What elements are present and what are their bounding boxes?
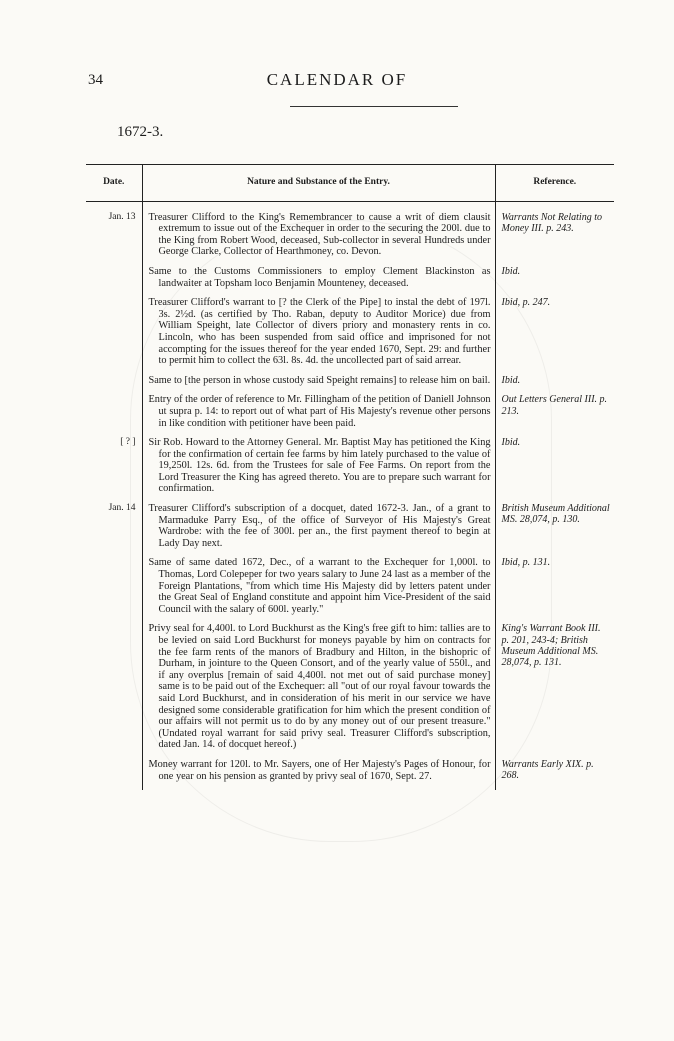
year-heading: 1672-3. [117,124,164,140]
title-rule [290,106,458,107]
row-date [86,623,142,759]
row-entry-text: Money warrant for 120l. to Mr. Sayers, one of Her Majesty's Pages of Honour, for one year on his pension as granted by privy seal of 1670, Sept. 27. [148,758,491,782]
row-date: [ ? ] [120,437,136,448]
row-date [86,557,142,623]
table-row [86,437,614,503]
row-date [86,759,142,790]
row-reference: Warrants Not Relating to Money III. p. 243. [495,201,614,266]
table-row [86,503,614,557]
row-entry-text: Treasurer Clifford's subscription of a docquet, dated 1672-3. Jan., of a grant to Marmaduke Parry Esq., of the office of Surveyor of His Majesty's Great Wardrobe: with the fee of 300l. per an., the first payment thereof to begin at Lady Day next. [148,503,491,549]
row-reference: Out Letters General III. p. 213. [495,394,614,437]
row-entry [142,623,495,759]
table-header-row [86,165,614,202]
column-header-date: Date. [86,165,142,202]
row-reference: Ibid. [495,266,614,297]
row-date: Jan. 14 [108,503,136,514]
row-reference: Ibid. [495,375,614,395]
row-entry-text: Treasurer Clifford to the King's Remembrancer to cause a writ of diem clausit extremum to issue out of the Exchequer in order to the securing the 200l. due to the King from Robert Wood, deceased, Sub-collector in several Hundreds under George Clarke, Collector of Hearthmoney, co. Devon. [148,211,491,258]
row-entry-text: Same of same dated 1672, Dec., of a warrant to the Exchequer for 1,000l. to Thomas, Lord Colepeper for two years salary to June 24 last as a member of the Foreign Plantations, "from which time His Majesty did by letters patent under the Great Seal of England constitute and appoint him Vice-President of the said Council with the salary of 600l. yearly." [148,557,491,615]
row-date [86,394,142,437]
page-number: 34 [88,72,103,88]
row-entry-text: Treasurer Clifford's warrant to [? the Clerk of the Pipe] to instal the debt of 197l. 3s. 2½d. (as certified by Tho. Raban, deputy to Auditor Morice) due from William Speight, late Collector of divers priory and monastery rents in co. Lincoln, who has been suspended from said office and imprisoned for not accompting for the issues thereof for the year ended 1670, Sept. 29: and further to permit him to collect the 63l. 8s. 4d. the uncollected part of said arrear. [148,297,491,367]
table-row [86,266,614,297]
row-reference: British Museum Additional MS. 28,074, p. 130. [495,503,614,557]
row-entry [142,297,495,375]
row-entry-text: Same to [the person in whose custody said Speight remains] to release him on bail. [148,374,491,386]
row-date [86,375,142,395]
table-row [86,201,614,266]
row-reference: Ibid. [495,437,614,503]
row-entry-text: Privy seal for 4,400l. to Lord Buckhurst as the King's free gift to him: tallies are to be levied on said Lord Buckhurst for moneys payable by him on contracts for the fee farm rents of the manors of Bradbury and Hilton, in the bishopric of Durham, in jointure to the Queen Consort, and of the yearly value of 550l., and if any overplus [remain of said 4,400l. not met out of said purchase money] same is to be paid out of the Exchequer: all "out of our royal favour towards the said Lord Buckhurst, and in consideration of his merit in our service we have designed some considerable gratification for him which the present condition of our affairs will not permit us to do by any money out of our present treasure." (Undated royal warrant for said privy seal. Treasurer Clifford's subscription, dated Jan. 14. of docquet hereof.) [148,623,491,751]
running-title: CALENDAR OF [266,70,408,89]
column-header-reference: Reference. [495,165,614,202]
row-entry-text: Sir Rob. Howard to the Attorney General. Mr. Baptist May has petitioned the King for the confirmation of certain fee farms by him lately purchased to the value of 19,250l. 12s. 6d. from the Trustees for sale of Fee Farms. On report from the Lord Treasurer the King has agreed thereto. You are to prepare such warrant for confirmation. [148,437,491,495]
row-entry [142,503,495,557]
calendar-table [86,164,614,790]
row-reference: Ibid, p. 247. [495,297,614,375]
row-entry-text: Entry of the order of reference to Mr. Fillingham of the petition of Daniell Johnson ut supra p. 14: to report out of what part of His Majesty's revenue other persons in like condition with petitioner have been paid. [148,394,491,429]
row-entry [142,201,495,266]
table-row [86,394,614,437]
row-entry [142,394,495,437]
row-date [86,297,142,375]
table-row [86,375,614,395]
row-entry [142,437,495,503]
table-row [86,759,614,790]
row-entry [142,375,495,395]
table-row [86,623,614,759]
table-row [86,297,614,375]
row-date: Jan. 13 [108,211,136,222]
column-header-entry: Nature and Substance of the Entry. [142,165,495,202]
row-reference: Ibid, p. 131. [495,557,614,623]
row-entry [142,266,495,297]
row-entry [142,557,495,623]
table-row [86,557,614,623]
row-entry [142,759,495,790]
row-reference: King's Warrant Book III. p. 201, 243-4; British Museum Additional MS. 28,074, p. 131. [495,623,614,759]
row-reference: Warrants Early XIX. p. 268. [495,759,614,790]
row-entry-text: Same to the Customs Commissioners to employ Clement Blackinston as landwaiter at Topsham loco Benjamin Mounteney, deceased. [148,265,491,289]
row-date [86,266,142,297]
